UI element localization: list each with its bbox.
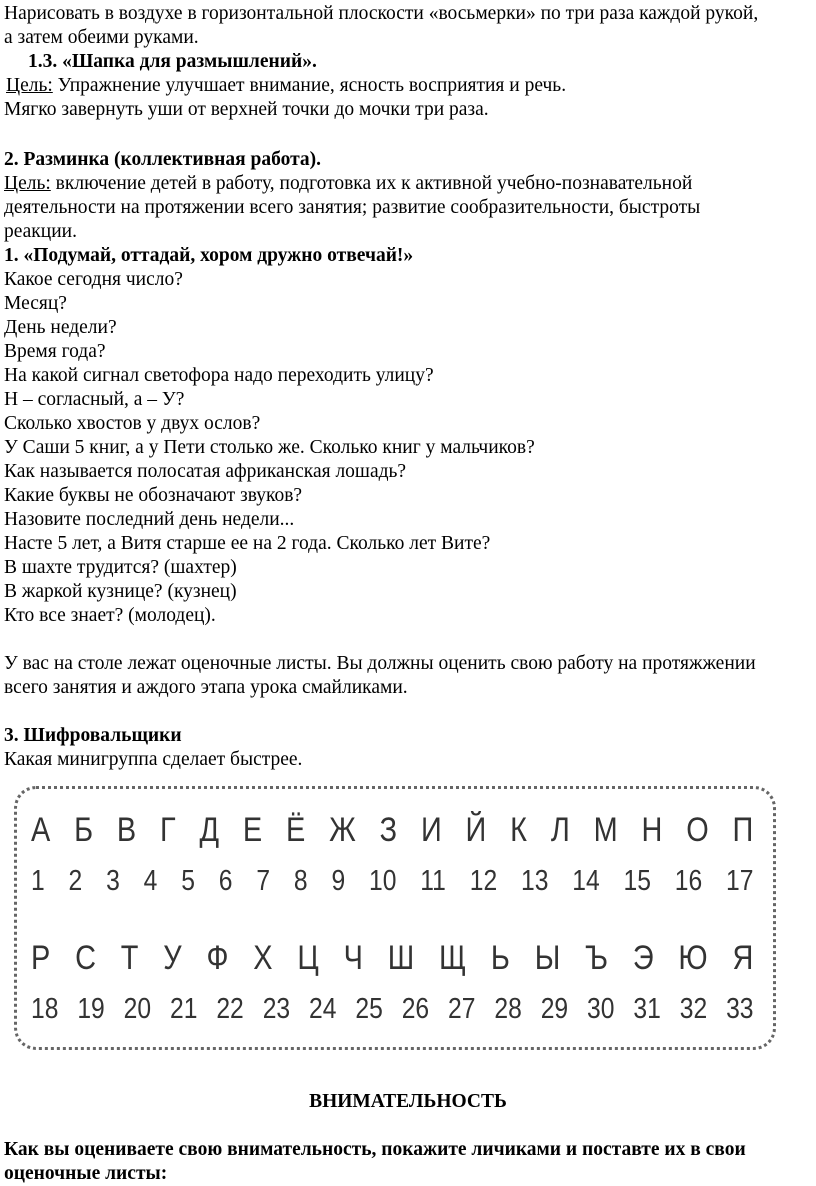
cipher-numbers-row-1 <box>31 865 754 898</box>
cipher-cell: Л <box>550 811 570 849</box>
text-line: Мягко завернуть уши от верхней точки до мочки три раза. <box>4 99 489 120</box>
cipher-cell: 7 <box>256 865 271 897</box>
cipher-cell: Д <box>199 811 220 849</box>
cipher-cell: 13 <box>520 865 549 897</box>
cipher-cell: Э <box>632 939 654 977</box>
cipher-cell: 9 <box>331 865 346 897</box>
cipher-cell: К <box>510 811 527 849</box>
text-line: всего занятия и аждого этапа урока смайликами. <box>4 677 408 698</box>
goal-text: включение детей в работу, подготовка их к активной учебно-познавательной <box>50 173 693 194</box>
cipher-letters-row-1 <box>31 811 754 850</box>
cipher-cell: 30 <box>587 993 615 1025</box>
question-line: День недели? <box>4 317 117 338</box>
cipher-cell: Ы <box>534 939 561 977</box>
section-title: ВНИМАТЕЛЬНОСТЬ <box>309 1091 507 1112</box>
cipher-cell: 21 <box>170 993 198 1025</box>
cipher-cell: Ю <box>678 939 708 977</box>
cipher-cell: У <box>163 939 182 977</box>
goal-label: Цель: <box>4 173 51 194</box>
cipher-cell: Ь <box>490 939 510 977</box>
cipher-cell: 4 <box>143 865 158 897</box>
cipher-cell: Щ <box>439 939 467 977</box>
goal-label: Цель: <box>6 75 53 96</box>
cipher-cell: 26 <box>401 993 430 1025</box>
section-heading: 3. Шифровальщики <box>4 725 182 746</box>
cipher-table <box>14 786 776 1050</box>
cipher-cell: 32 <box>679 993 708 1025</box>
cipher-cell: В <box>116 811 137 849</box>
cipher-cell: 1 <box>31 865 45 897</box>
cipher-cell: Ж <box>329 811 356 849</box>
cipher-cell: 29 <box>540 993 569 1025</box>
question-line: У Саши 5 книг, а у Пети столько же. Сколько книг у мальчиков? <box>4 437 535 458</box>
cipher-cell: Н <box>641 811 663 849</box>
text-line: деятельности на протяжении всего занятия; развитие сообразительности, быстроты <box>4 197 701 218</box>
question-line: В жаркой кузнице? (кузнец) <box>4 581 237 602</box>
cipher-cell: Ъ <box>585 939 609 977</box>
cipher-cell: Ц <box>297 939 319 977</box>
cipher-cell: Г <box>160 811 176 849</box>
text-line: а затем обеими руками. <box>4 27 199 48</box>
cipher-cell: Й <box>465 811 487 849</box>
cipher-cell: 10 <box>369 865 397 897</box>
question-line: Насте 5 лет, а Витя старше ее на 2 года. Сколько лет Вите? <box>4 533 491 554</box>
text-line: оценочные листы: <box>4 1163 168 1184</box>
question-line: Какие буквы не обозначают звуков? <box>4 485 303 506</box>
text-line: реакции. <box>4 221 77 242</box>
cipher-cell: 24 <box>309 993 337 1025</box>
cipher-cell: 33 <box>726 993 754 1025</box>
cipher-cell: И <box>420 811 442 849</box>
question-line: Н – согласный, а – У? <box>4 389 185 410</box>
cipher-cell: 16 <box>674 865 703 897</box>
text-line: У вас на столе лежат оценочные листы. Вы должны оценить свою работу на протяжжении <box>4 653 756 674</box>
cipher-cell: С <box>75 939 96 977</box>
cipher-cell: 14 <box>572 865 600 897</box>
question-line: В шахте трудится? (шахтер) <box>4 557 237 578</box>
cipher-cell: Ё <box>286 811 306 849</box>
cipher-cell: 20 <box>123 993 152 1025</box>
text-line: Нарисовать в воздухе в горизонтальной плоскости «восьмерки» по три раза каждой рукой, <box>4 3 759 24</box>
cipher-cell: А <box>31 811 51 849</box>
section-heading: 2. Разминка (коллективная работа). <box>4 149 322 170</box>
cipher-cell: П <box>732 811 754 849</box>
text-line: Какая минигруппа сделает быстрее. <box>4 749 303 770</box>
cipher-cell: 11 <box>420 865 446 897</box>
cipher-cell: 17 <box>726 865 754 897</box>
cipher-cell: Х <box>253 939 273 977</box>
question-line: Как называется полосатая африканская лошадь? <box>4 461 407 482</box>
section-heading: 1.3. «Шапка для размышлений». <box>28 51 317 72</box>
cipher-cell: 31 <box>633 993 661 1025</box>
cipher-cell: 3 <box>106 865 120 897</box>
cipher-cell: 5 <box>181 865 195 897</box>
cipher-cell: Б <box>74 811 94 849</box>
goal-line <box>4 172 692 196</box>
cipher-cell: 22 <box>216 993 244 1025</box>
question-line: Какое сегодня число? <box>4 269 183 290</box>
question-line: Сколько хвостов у двух ослов? <box>4 413 261 434</box>
goal-text: Упражнение улучшает внимание, ясность восприятия и речь. <box>52 75 567 96</box>
cipher-cell: 15 <box>623 865 651 897</box>
cipher-cell: М <box>593 811 618 849</box>
cipher-cell: 18 <box>31 993 59 1025</box>
cipher-cell: Ч <box>343 939 363 977</box>
cipher-cell: 2 <box>68 865 83 897</box>
cipher-cell: О <box>686 811 709 849</box>
cipher-cell: Ш <box>387 939 415 977</box>
cipher-cell: Ф <box>206 939 229 977</box>
cipher-letters-row-2 <box>31 939 754 978</box>
cipher-cell: 19 <box>77 993 105 1025</box>
cipher-cell: Т <box>120 939 139 977</box>
cipher-cell: 25 <box>355 993 383 1025</box>
text-line: Как вы оцениваете свою внимательность, покажите личиками и поставте их в свои <box>4 1139 746 1160</box>
question-line: Время года? <box>4 341 106 362</box>
cipher-cell: З <box>379 811 398 849</box>
cipher-cell: 23 <box>262 993 291 1025</box>
cipher-cell: Р <box>31 939 51 977</box>
cipher-cell: Я <box>732 939 754 977</box>
cipher-cell: Е <box>242 811 263 849</box>
question-line: Назовите последний день недели... <box>4 509 295 530</box>
cipher-cell: 27 <box>448 993 476 1025</box>
question-line: Месяц? <box>4 293 67 314</box>
question-line: На какой сигнал светофора надо переходить улицу? <box>4 365 434 386</box>
cipher-cell: 6 <box>218 865 233 897</box>
cipher-numbers-row-2 <box>31 993 754 1026</box>
cipher-cell: 8 <box>293 865 308 897</box>
cipher-cell: 12 <box>469 865 498 897</box>
section-heading: 1. «Подумай, оттадай, хором дружно отвечай!» <box>4 245 414 266</box>
question-line: Кто все знает? (молодец). <box>4 605 216 626</box>
cipher-cell: 28 <box>494 993 522 1025</box>
goal-line <box>6 74 566 98</box>
